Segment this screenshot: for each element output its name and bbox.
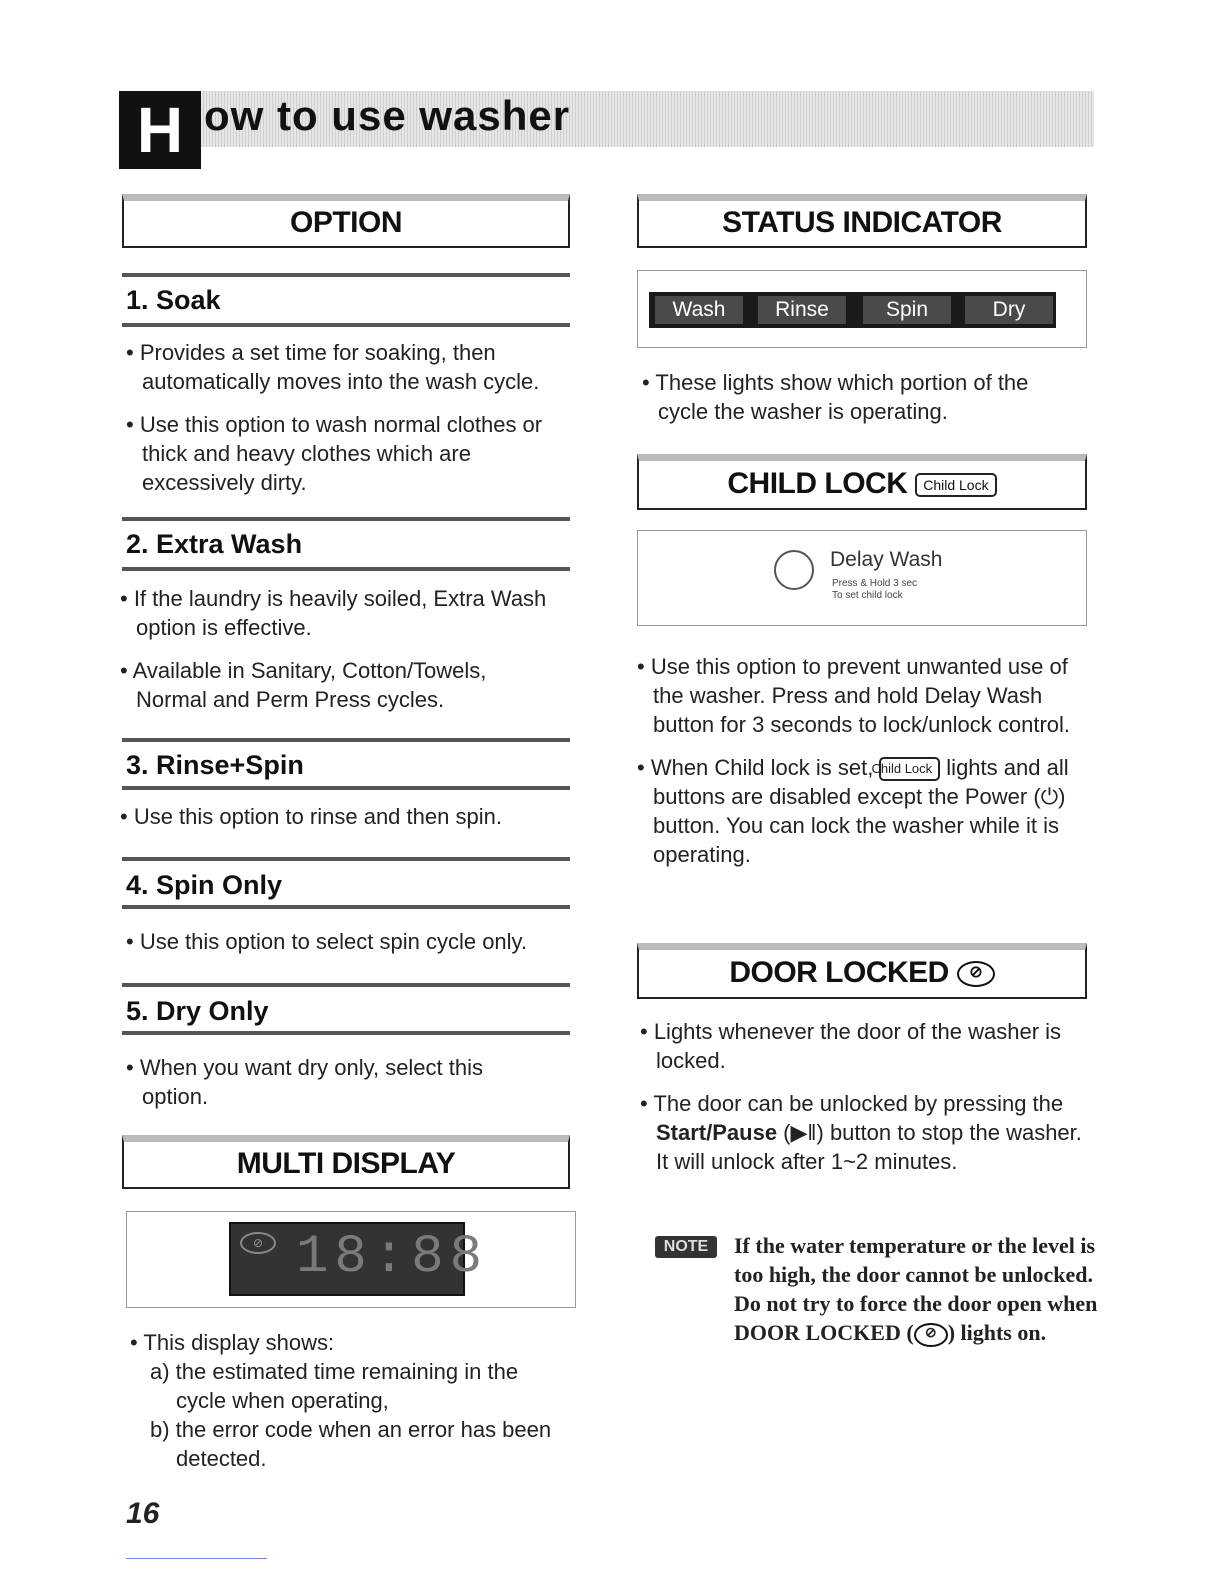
page-footer-line [126, 1558, 267, 1559]
child-lock-bullet-1: • Use this option to prevent unwanted use of the washer. Press and hold Delay Wash button for 3 seconds to lock/unlock control. [637, 654, 1071, 737]
note-badge: NOTE [655, 1236, 717, 1258]
door-locked-text [640, 1017, 1090, 1176]
extra-wash-text [120, 584, 560, 714]
status-lamp-dry: Dry [965, 296, 1053, 324]
header-letter: H [136, 94, 184, 166]
delay-wash-label: Delay Wash [830, 548, 943, 571]
child-lock-heading [637, 454, 1087, 510]
child-lock-inline-tag: Child Lock [879, 757, 940, 781]
door-lock-icon: ⊘ [240, 1232, 276, 1254]
spin-only-title: 4. Spin Only [122, 857, 570, 909]
note-line-2-text: Do not try to force the door open when DOOR LOCKED ( [734, 1291, 1098, 1345]
status-lamp-rinse: Rinse [758, 296, 846, 324]
door-locked-inline-icon: ⊘ [914, 1323, 948, 1347]
note-text [734, 1231, 1099, 1347]
multi-display-lead: • This display shows: [130, 1330, 335, 1355]
spin-only-bullet-1: • Use this option to select spin cycle only. [126, 929, 528, 954]
status-heading: STATUS INDICATOR [637, 194, 1087, 248]
soak-text [126, 338, 586, 497]
child-lock-b2-part3: ) button. You can lock the washer while it is operating. [653, 784, 1066, 867]
child-lock-text [637, 652, 1087, 869]
dry-only-text [126, 1053, 536, 1111]
delay-wash-sub [832, 578, 917, 602]
extra-wash-bullet-1: • If the laundry is heavily soiled, Extra Wash option is effective. [120, 586, 547, 640]
soak-bullet-1: • Provides a set time for soaking, then automatically moves into the wash cycle. [126, 340, 540, 394]
delay-wash-sub-1: Press & Hold 3 sec [832, 578, 918, 589]
status-bullet-1: • These lights show which portion of the cycle the washer is operating. [642, 370, 1029, 424]
soak-bullet-2: • Use this option to wash normal clothes or thick and heavy clothes which are excessively dirty. [126, 412, 543, 495]
note-line-1: If the water temperature or the level is too high, the door cannot be unlocked. [734, 1233, 1096, 1287]
multi-display-digits: 18:88 [296, 1227, 489, 1288]
multi-display-item-a: a) the estimated time remaining in the cycle when operating, [150, 1359, 519, 1413]
door-locked-heading-text: DOOR LOCKED [729, 956, 949, 989]
rinse-spin-title: 3. Rinse+Spin [122, 738, 570, 790]
delay-wash-button [774, 550, 814, 590]
multi-display-text [130, 1328, 570, 1473]
multi-display-heading: MULTI DISPLAY [122, 1135, 570, 1189]
spin-only-text [126, 927, 576, 956]
page-number: 16 [126, 1497, 160, 1530]
power-icon: ⏻ [1040, 784, 1059, 809]
note-line-2-end: ) lights on. [947, 1320, 1047, 1345]
child-lock-heading-text: CHILD LOCK [727, 467, 908, 500]
door-locked-bullet-2 [640, 1089, 1090, 1176]
rinse-spin-bullet-1: • Use this option to rinse and then spin. [120, 804, 502, 829]
door-locked-icon: ⊘ [957, 961, 995, 987]
option-heading: OPTION [122, 194, 570, 248]
door-locked-b2-part2: (▶ǁ) button to stop the washer. It will unlock after 1~2 minutes. [656, 1120, 1082, 1174]
child-lock-bullet-2 [637, 753, 1087, 869]
multi-display-item-b: b) the error code when an error has been detected. [150, 1417, 552, 1471]
rinse-spin-text [120, 802, 570, 831]
extra-wash-bullet-2: • Available in Sanitary, Cotton/Towels, Normal and Perm Press cycles. [120, 658, 487, 712]
extra-wash-title: 2. Extra Wash [122, 517, 570, 571]
child-lock-tag: Child Lock [915, 473, 996, 497]
status-lamp-wash: Wash [655, 296, 743, 324]
note-line-2 [734, 1289, 1099, 1347]
start-pause-label: Start/Pause [656, 1120, 778, 1145]
door-locked-heading [637, 943, 1087, 999]
door-locked-bullet-1: • Lights whenever the door of the washer is locked. [640, 1019, 1062, 1073]
page-title: ow to use washer [204, 92, 571, 139]
dry-only-title: 5. Dry Only [122, 983, 570, 1035]
delay-wash-sub-2: To set child lock [832, 590, 903, 601]
child-lock-b2-part2: lights and all buttons are disabled except the Power ( [653, 755, 1069, 809]
dry-only-bullet-1: • When you want dry only, select this option. [126, 1055, 484, 1109]
status-lamp-spin: Spin [863, 296, 951, 324]
status-text [642, 368, 1082, 426]
door-locked-b2-part1: • The door can be unlocked by pressing the [640, 1091, 1064, 1116]
child-lock-b2-part1: • When Child lock is set, [637, 755, 874, 780]
soak-title: 1. Soak [122, 273, 570, 327]
